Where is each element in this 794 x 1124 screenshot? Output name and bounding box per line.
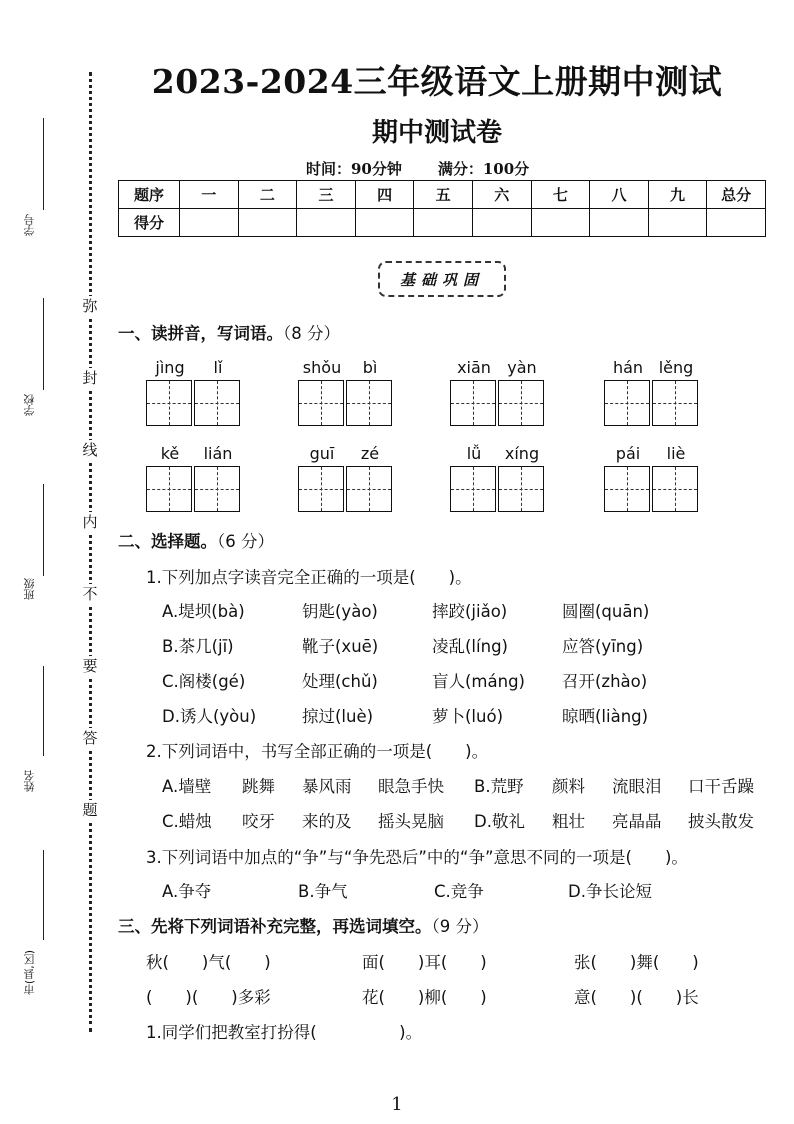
question-3-title: 三、先将下列词语补充完整，再选词填空。 [118, 917, 432, 936]
page-number: 1 [391, 1094, 403, 1115]
score-input-cell[interactable] [707, 209, 766, 237]
question-3-points: （9 分） [431, 917, 489, 936]
tianzige-box[interactable] [652, 380, 698, 426]
q2-sub2-word: 口干舌躁 [688, 777, 754, 796]
tianzige-box[interactable] [194, 380, 240, 426]
full-score: 满分：100分 [437, 160, 530, 178]
pinyin-syllable: xiān [457, 358, 491, 377]
score-header-cell: 六 [472, 181, 531, 209]
score-header-cell: 八 [590, 181, 649, 209]
class-label: 班级 [23, 578, 36, 600]
tianzige-box[interactable] [652, 466, 698, 512]
question-1-points: （8 分） [283, 324, 340, 343]
tianzige-box[interactable] [604, 466, 650, 512]
pinyin-syllable: xíng [504, 444, 540, 463]
tianzige-box[interactable] [450, 380, 496, 426]
q2-sub2-word: 披头散发 [688, 812, 754, 831]
q2-sub1-option: 召开(zhào) [562, 672, 648, 691]
q3-fill-blank[interactable]: 花( )柳( ) [362, 988, 487, 1007]
q2-sub2-word[interactable]: B.荒野 [474, 777, 524, 796]
q2-sub1-option: 盲人(máng) [432, 672, 525, 691]
page-title: 2023-2024三年级语文上册期中测试 [151, 62, 723, 101]
score-header-cell: 题序 [119, 181, 180, 209]
q2-sub2-stem: 2.下列词语中，书写全部正确的一项是( )。 [146, 742, 489, 761]
question-2-title: 二、选择题。 [118, 532, 217, 551]
score-input-cell[interactable] [590, 209, 649, 237]
score-table-header-row [119, 181, 766, 209]
score-input-cell[interactable] [531, 209, 590, 237]
pinyin-syllable: lǚ [466, 444, 482, 463]
pinyin-syllable: hán [612, 358, 644, 377]
student-id-label: 学号 [23, 214, 36, 236]
q2-sub2-word: 粗壮 [552, 812, 585, 831]
score-header-cell: 一 [180, 181, 239, 209]
q2-sub1-option: 靴子(xuē) [302, 637, 379, 656]
seal-char: 弥 [80, 296, 100, 316]
name-label: 姓名 [23, 770, 36, 792]
q2-sub2-word[interactable]: D.敬礼 [474, 812, 525, 831]
q2-sub1-option: 摔跤(jiǎo) [432, 602, 508, 621]
class-write-line[interactable] [43, 484, 44, 576]
tianzige-box[interactable] [146, 380, 192, 426]
seal-char: 封 [80, 368, 100, 388]
time-limit: 时间：90分钟 [306, 160, 402, 178]
score-input-cell[interactable] [238, 209, 297, 237]
score-header-cell: 九 [648, 181, 707, 209]
seal-char: 不 [80, 584, 100, 604]
q3-fill-blank[interactable]: 张( )舞( ) [574, 953, 699, 972]
q2-sub2-word: 摇头晃脑 [378, 812, 444, 831]
q3-fill-blank[interactable]: ( )( )多彩 [146, 988, 271, 1007]
q2-sub1-option[interactable]: B.茶几(jī) [162, 637, 234, 656]
q2-sub2-word: 颜料 [552, 777, 585, 796]
question-3-heading [118, 913, 489, 937]
q2-sub2-word: 亮晶晶 [612, 812, 662, 831]
q2-sub2-word: 咬牙 [242, 812, 275, 831]
q2-sub2-word: 暴风雨 [302, 777, 352, 796]
score-table-score-row [119, 209, 766, 237]
score-header-cell: 五 [414, 181, 473, 209]
pinyin-syllable: liè [666, 444, 686, 463]
q2-sub1-stem: 1.下列加点字读音完全正确的一项是( )。 [146, 568, 472, 587]
q3-fill-blank[interactable]: 面( )耳( ) [362, 953, 487, 972]
tianzige-box[interactable] [194, 466, 240, 512]
q2-sub3-option[interactable]: A.争夺 [162, 882, 212, 901]
pinyin-syllable: pái [615, 444, 641, 463]
section-badge: 基础巩固 [378, 261, 506, 297]
score-input-cell[interactable] [297, 209, 356, 237]
q2-sub1-option: 掠过(luè) [302, 707, 374, 726]
seal-char: 线 [80, 440, 100, 460]
tianzige-box[interactable] [298, 466, 344, 512]
question-1-heading [118, 320, 340, 344]
q3-fill-blank[interactable]: 意( )( )长 [574, 988, 699, 1007]
question-1-title: 一、读拼音，写词语。 [118, 324, 283, 343]
question-2-points: （6 分） [217, 532, 274, 551]
score-header-cell: 二 [238, 181, 297, 209]
score-input-cell[interactable] [355, 209, 414, 237]
seal-char: 题 [80, 800, 100, 820]
score-input-cell[interactable] [472, 209, 531, 237]
pinyin-syllable: bì [362, 358, 378, 377]
tianzige-box[interactable] [346, 380, 392, 426]
q2-sub1-option: 晾晒(liàng) [562, 707, 649, 726]
pinyin-syllable: yàn [507, 358, 537, 377]
question-2-heading [118, 528, 274, 552]
score-input-cell[interactable] [648, 209, 707, 237]
q2-sub1-option: 处理(chǔ) [302, 672, 378, 691]
pinyin-syllable: shǒu [302, 358, 342, 377]
pinyin-syllable: lián [203, 444, 233, 463]
school-write-line[interactable] [43, 298, 44, 390]
q2-sub1-option: 萝卜(luó) [432, 707, 504, 726]
pinyin-syllable: zé [360, 444, 380, 463]
q2-sub1-option[interactable]: A.堤坝(bà) [162, 602, 245, 621]
score-header-cell: 三 [297, 181, 356, 209]
q2-sub3-option[interactable]: B.争气 [298, 882, 348, 901]
district-label: 市(县,区) [23, 950, 36, 996]
page-subtitle: 期中测试卷 [371, 118, 502, 148]
pinyin-syllable: lǐ [213, 358, 223, 377]
name-write-line[interactable] [43, 666, 44, 756]
q2-sub2-word: 眼急手快 [378, 777, 444, 796]
tianzige-box[interactable] [298, 380, 344, 426]
pinyin-syllable: lěng [658, 358, 694, 377]
score-header-cell: 总分 [707, 181, 766, 209]
q2-sub2-word: 跳舞 [242, 777, 275, 796]
pinyin-syllable: guī [309, 444, 335, 463]
binding-dotted-line [89, 72, 92, 1032]
q2-sub1-option: 圆圈(quān) [562, 602, 650, 621]
pinyin-syllable: kě [160, 444, 180, 463]
q2-sub1-option: 应答(yīng) [562, 637, 644, 656]
score-table [118, 180, 766, 237]
tianzige-box[interactable] [450, 466, 496, 512]
seal-char: 内 [80, 512, 100, 532]
q2-sub2-word: 流眼泪 [612, 777, 662, 796]
q2-sub1-option: 凌乱(líng) [432, 637, 508, 656]
seal-char: 要 [80, 656, 100, 676]
q2-sub3-stem: 3.下列词语中加点的“争”与“争先恐后”中的“争”意思不同的一项是( )。 [146, 848, 688, 867]
tianzige-box[interactable] [604, 380, 650, 426]
seal-char: 答 [80, 728, 100, 748]
q3-sub1-sentence[interactable]: 1.同学们把教室打扮得( )。 [146, 1023, 423, 1042]
school-label: 学校 [23, 394, 36, 416]
tianzige-box[interactable] [498, 380, 544, 426]
q2-sub2-word[interactable]: A.墙壁 [162, 777, 212, 796]
score-header-cell: 七 [531, 181, 590, 209]
exam-info [306, 158, 529, 179]
tianzige-box[interactable] [146, 466, 192, 512]
tianzige-box[interactable] [346, 466, 392, 512]
q2-sub1-option[interactable]: D.诱人(yòu) [162, 707, 257, 726]
q2-sub3-option[interactable]: D.争长论短 [568, 882, 652, 901]
score-row-label: 得分 [119, 209, 180, 237]
q2-sub2-word[interactable]: C.蜡烛 [162, 812, 212, 831]
q2-sub2-word: 来的及 [302, 812, 352, 831]
pinyin-syllable: jìng [155, 358, 185, 377]
tianzige-box[interactable] [498, 466, 544, 512]
district-write-line[interactable] [43, 850, 44, 940]
score-header-cell: 四 [355, 181, 414, 209]
score-input-cell[interactable] [180, 209, 239, 237]
q2-sub1-option: 钥匙(yào) [302, 602, 378, 621]
score-input-cell[interactable] [414, 209, 473, 237]
q2-sub3-option[interactable]: C.竞争 [434, 882, 484, 901]
q3-fill-blank[interactable]: 秋( )气( ) [146, 953, 271, 972]
student-id-write-line[interactable] [43, 118, 44, 210]
q2-sub1-option[interactable]: C.阁楼(gé) [162, 672, 246, 691]
